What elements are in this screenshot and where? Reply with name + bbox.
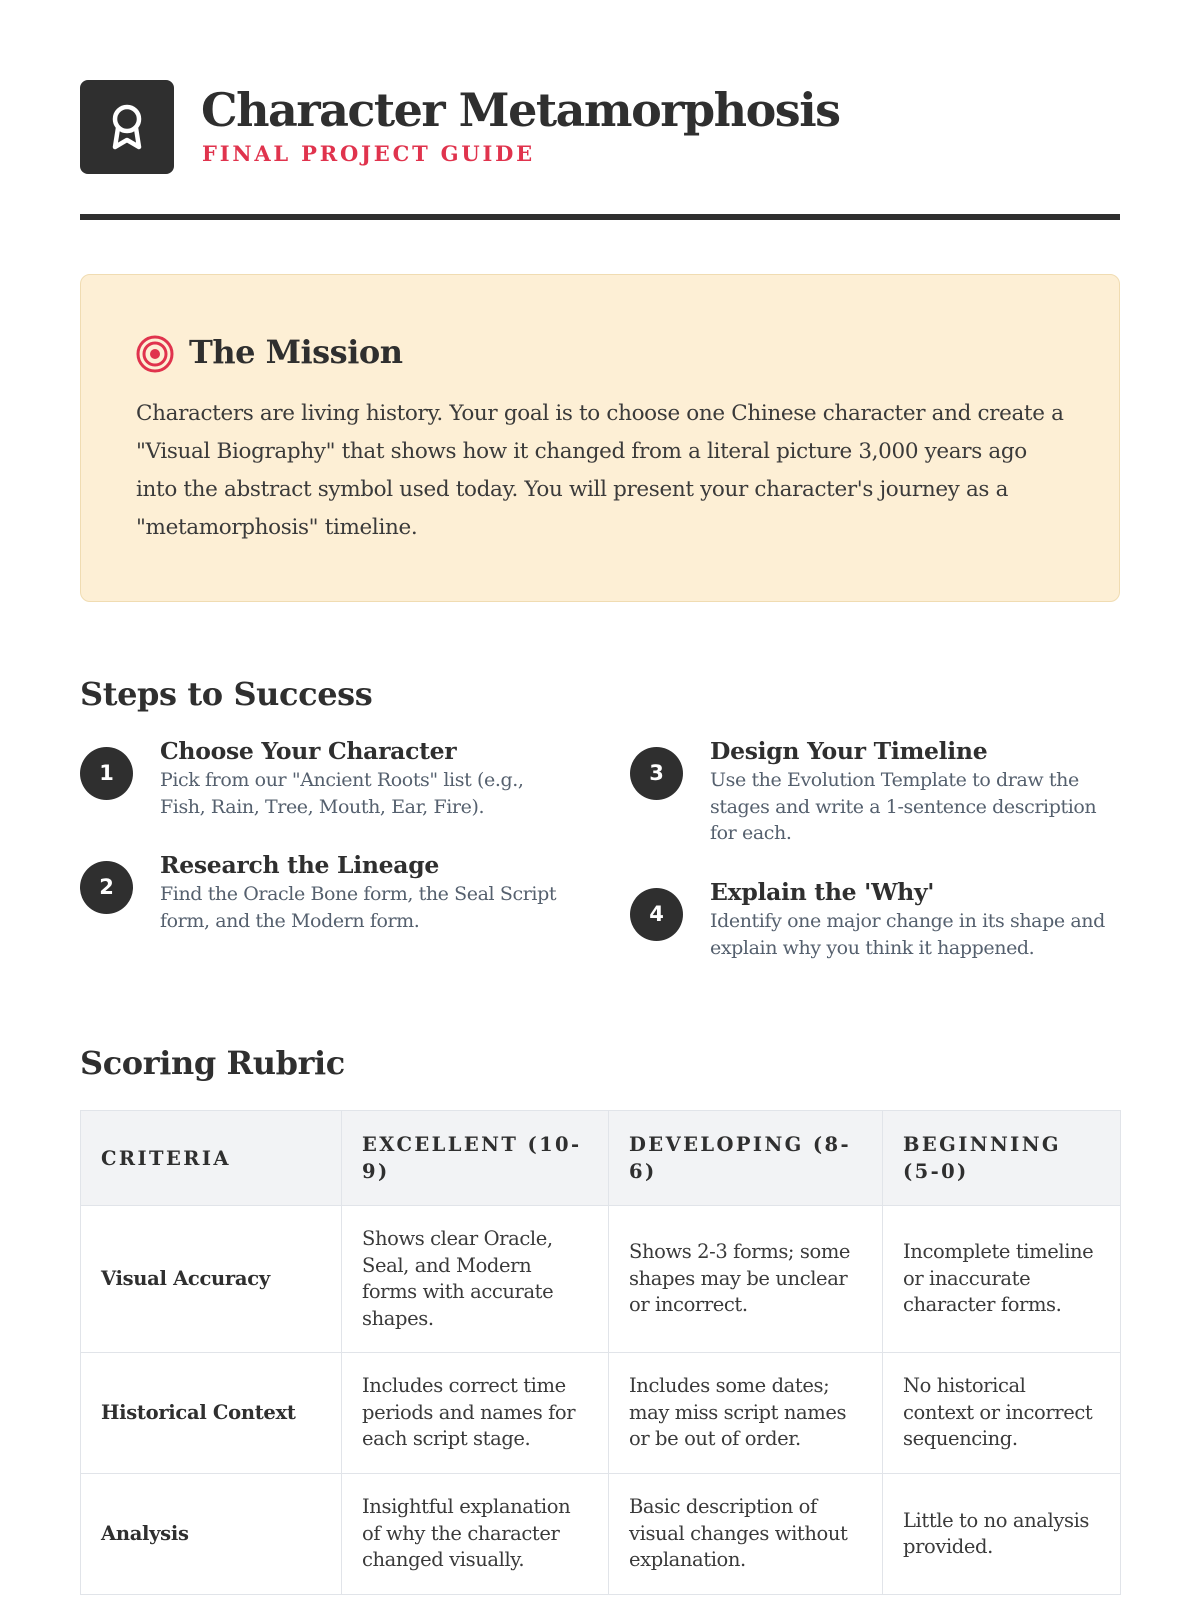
steps-heading: Steps to Success bbox=[80, 675, 373, 713]
developing-cell: Shows 2-3 forms; some shapes may be unclear or incorrect. bbox=[609, 1206, 883, 1353]
page-subtitle: FINAL PROJECT GUIDE bbox=[202, 141, 535, 166]
page-header bbox=[80, 80, 1120, 174]
criteria-cell: Historical Context bbox=[81, 1353, 342, 1474]
step-number: 1 bbox=[80, 747, 133, 800]
target-icon bbox=[136, 335, 174, 373]
scoring-rubric-table bbox=[80, 1110, 1121, 1595]
excellent-cell: Shows clear Oracle, Seal, and Modern forms with accurate shapes. bbox=[342, 1206, 609, 1353]
mission-body: Characters are living history. Your goal is to choose one Chinese character and create a "Visual Biography" that shows how it changed from a literal picture 3,000 years ago into the abstract symbol used today. You will present your character's journey as a "metamorphosis" timeline. bbox=[136, 401, 1064, 540]
header-divider bbox=[80, 214, 1120, 220]
table-row bbox=[81, 1474, 1121, 1595]
mission-title: The Mission bbox=[189, 333, 403, 371]
column-header-beginning: BEGINNING (5-0) bbox=[883, 1111, 1121, 1206]
mission-callout bbox=[80, 274, 1120, 602]
table-header-row bbox=[81, 1111, 1121, 1206]
developing-cell: Includes some dates; may miss script names or be out of order. bbox=[609, 1353, 883, 1474]
beginning-cell: Incomplete timeline or inaccurate character forms. bbox=[883, 1206, 1121, 1353]
step-description: Pick from our "Ancient Roots" list (e.g., Fish, Rain, Tree, Mouth, Ear, Fire). bbox=[160, 769, 524, 818]
step-description: Find the Oracle Bone form, the Seal Script form, and the Modern form. bbox=[160, 883, 557, 932]
step-number: 3 bbox=[630, 747, 683, 800]
column-header-criteria: CRITERIA bbox=[81, 1111, 342, 1206]
page-title: Character Metamorphosis bbox=[201, 83, 840, 137]
step-title: Choose Your Character bbox=[160, 737, 457, 765]
developing-cell: Basic description of visual changes without explanation. bbox=[609, 1474, 883, 1595]
award-ribbon-icon bbox=[107, 102, 147, 152]
table-row bbox=[81, 1206, 1121, 1353]
column-header-excellent: EXCELLENT (10-9) bbox=[342, 1111, 609, 1206]
step-title: Research the Lineage bbox=[160, 851, 440, 879]
column-header-developing: DEVELOPING (8-6) bbox=[609, 1111, 883, 1206]
rubric-heading: Scoring Rubric bbox=[80, 1044, 345, 1082]
step-description: Use the Evolution Template to draw the stages and write a 1-sentence description for each. bbox=[710, 769, 1097, 844]
step-number: 4 bbox=[630, 888, 683, 941]
criteria-cell: Visual Accuracy bbox=[81, 1206, 342, 1353]
beginning-cell: No historical context or incorrect sequencing. bbox=[883, 1353, 1121, 1474]
step-title: Explain the 'Why' bbox=[710, 878, 935, 906]
table-row bbox=[81, 1353, 1121, 1474]
award-badge bbox=[80, 80, 174, 174]
criteria-cell: Analysis bbox=[81, 1474, 342, 1595]
step-description: Identify one major change in its shape and explain why you think it happened. bbox=[710, 910, 1105, 959]
step-number: 2 bbox=[80, 861, 133, 914]
beginning-cell: Little to no analysis provided. bbox=[883, 1474, 1121, 1595]
excellent-cell: Includes correct time periods and names for each script stage. bbox=[342, 1353, 609, 1474]
excellent-cell: Insightful explanation of why the character changed visually. bbox=[342, 1474, 609, 1595]
step-title: Design Your Timeline bbox=[710, 737, 988, 765]
